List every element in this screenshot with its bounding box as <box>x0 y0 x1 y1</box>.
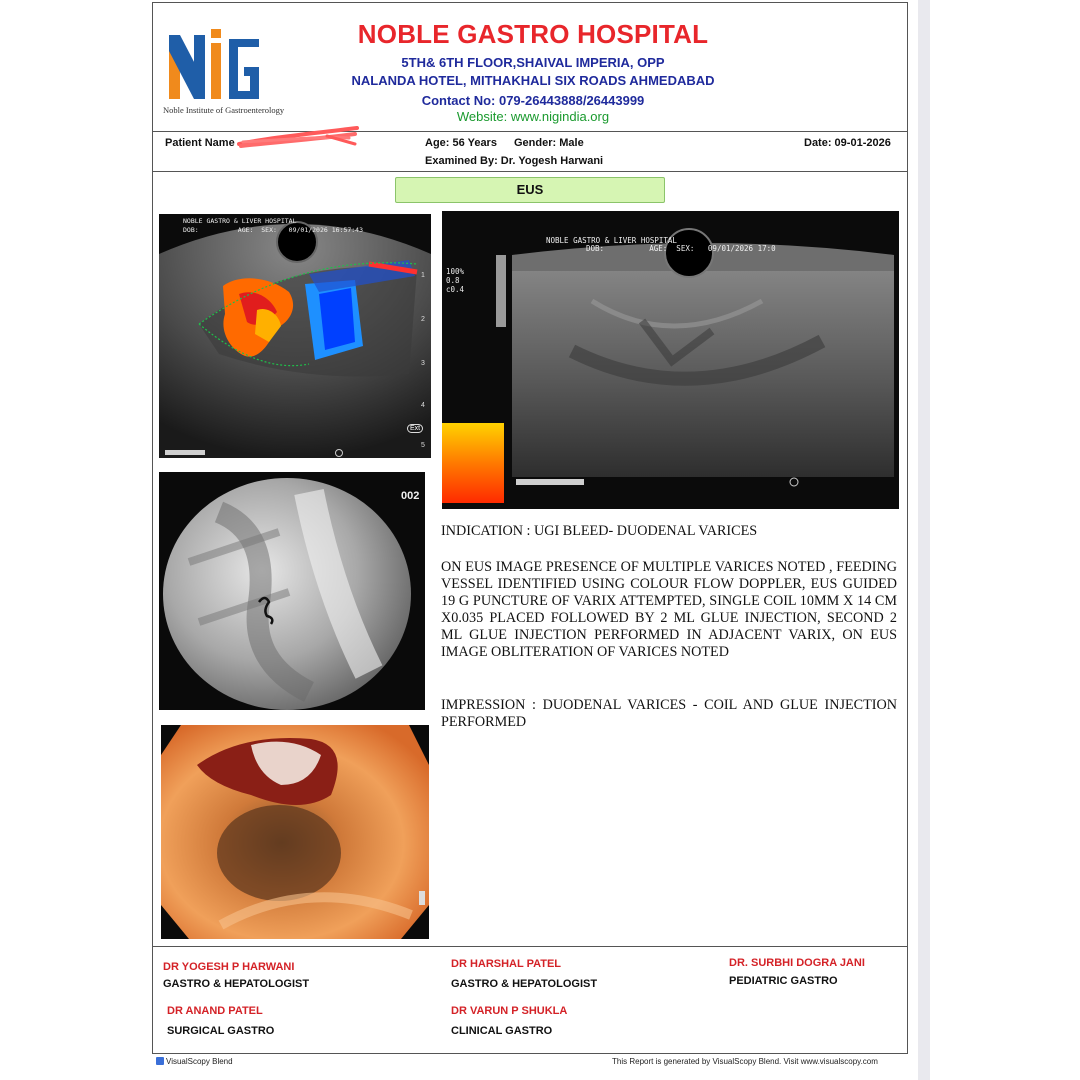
doctor-4-role: SURGICAL GASTRO <box>167 1025 275 1037</box>
us-large-header-line2: DOB: AGE: SEX: 09/01/2026 17:0 <box>586 244 776 253</box>
footer-brand <box>156 1057 233 1066</box>
eus-doppler-image <box>159 214 431 458</box>
redaction-mark <box>237 124 361 152</box>
hospital-website: Website: www.nigindia.org <box>456 109 610 124</box>
hospital-contact: Contact No: 079-26443888/26443999 <box>421 93 645 108</box>
doctor-2-role: GASTRO & HEPATOLOGIST <box>451 978 598 990</box>
endoscopy-image <box>161 725 429 939</box>
doctor-1-name: DR YOGESH P HARWANI <box>163 961 295 973</box>
visualscopy-icon <box>156 1057 164 1065</box>
footer-brand-label: VisualScopy Blend <box>166 1057 233 1066</box>
impression-text <box>441 697 897 731</box>
findings-text <box>441 559 897 661</box>
doctor-2-name: DR HARSHAL PATEL <box>451 958 561 970</box>
patient-divider <box>153 171 907 172</box>
eus-bmode-image <box>442 211 899 509</box>
us-large-header-line1: NOBLE GASTRO & LIVER HOSPITAL <box>546 236 677 245</box>
ext-label: Ext <box>407 424 423 433</box>
doctor-1-role: GASTRO & HEPATOLOGIST <box>163 978 310 990</box>
fluoroscopy-image <box>159 472 425 710</box>
doctor-5-name: DR VARUN P SHUKLA <box>451 1005 568 1017</box>
depth-tick-3: 3 <box>421 360 425 367</box>
depth-tick-2: 2 <box>421 316 425 323</box>
us-large-param1: 0.8 <box>446 276 460 285</box>
us-small-header-line2: DOB: AGE: SEX: 09/01/2026 16:57:43 <box>183 226 364 234</box>
depth-tick-5: 5 <box>421 442 425 449</box>
depth-tick-4: 4 <box>421 402 425 409</box>
doctor-3-name: DR. SURBHI DOGRA JANI <box>729 957 865 969</box>
us-large-param2: c0.4 <box>446 285 465 294</box>
report-page <box>152 2 908 1054</box>
depth-tick-1: 1 <box>421 272 425 279</box>
hospital-address-line1: 5TH& 6TH FLOOR,SHAIVAL IMPERIA, OPP <box>401 55 665 70</box>
logo-caption: Noble Institute of Gastroenterology <box>163 105 285 115</box>
us-large-gain: 100% <box>446 267 465 276</box>
viewer-scroll-strip <box>918 0 930 1080</box>
findings-paragraph: ON EUS IMAGE PRESENCE OF MULTIPLE VARICES NOTED , FEEDING VESSEL IDENTIFIED USING COLOUR FLOW DOPPLER, EUS GUIDED 19 G PUNCTURE OF VARIX ATTEMPTED, SINGLE COIL 10MM X 14 CM X0.035 PLACED FOLLOWED BY 2 ML GLUE INJECTION, SECOND 2 ML GLUE INJECTION PERFORMED IN ADJACENT VARIX, ON EUS IMAGE OBLITERATION OF VARICES NOTED <box>441 559 897 660</box>
report-date: Date: 09-01-2026 <box>804 137 891 149</box>
footer-note: This Report is generated by VisualScopy Blend. Visit www.visualscopy.com <box>612 1057 878 1066</box>
impression-paragraph: IMPRESSION : DUODENAL VARICES - COIL AND GLUE INJECTION PERFORMED <box>441 697 897 730</box>
indication-text <box>441 523 897 540</box>
hospital-address-line2: NALANDA HOTEL, MITHAKHALI SIX ROADS AHMEDABAD <box>351 73 715 88</box>
patient-gender: Gender: Male <box>514 137 584 149</box>
examined-by: Examined By: Dr. Yogesh Harwani <box>425 155 604 167</box>
doctor-5-role: CLINICAL GASTRO <box>451 1025 553 1037</box>
doctors-divider <box>153 946 907 947</box>
doctor-4-name: DR ANAND PATEL <box>167 1005 263 1017</box>
doctor-3-role: PEDIATRIC GASTRO <box>729 975 838 987</box>
patient-age: Age: 56 Years <box>425 137 497 149</box>
patient-name-label: Patient Name <box>165 137 235 149</box>
us-small-header-line1: NOBLE GASTRO & LIVER HOSPITAL <box>183 217 297 225</box>
procedure-title: EUS <box>395 177 665 203</box>
indication-paragraph: INDICATION : UGI BLEED- DUODENAL VARICES <box>441 523 758 539</box>
fluoro-frame-label: 002 <box>401 490 420 502</box>
hospital-name: NOBLE GASTRO HOSPITAL <box>357 19 709 49</box>
